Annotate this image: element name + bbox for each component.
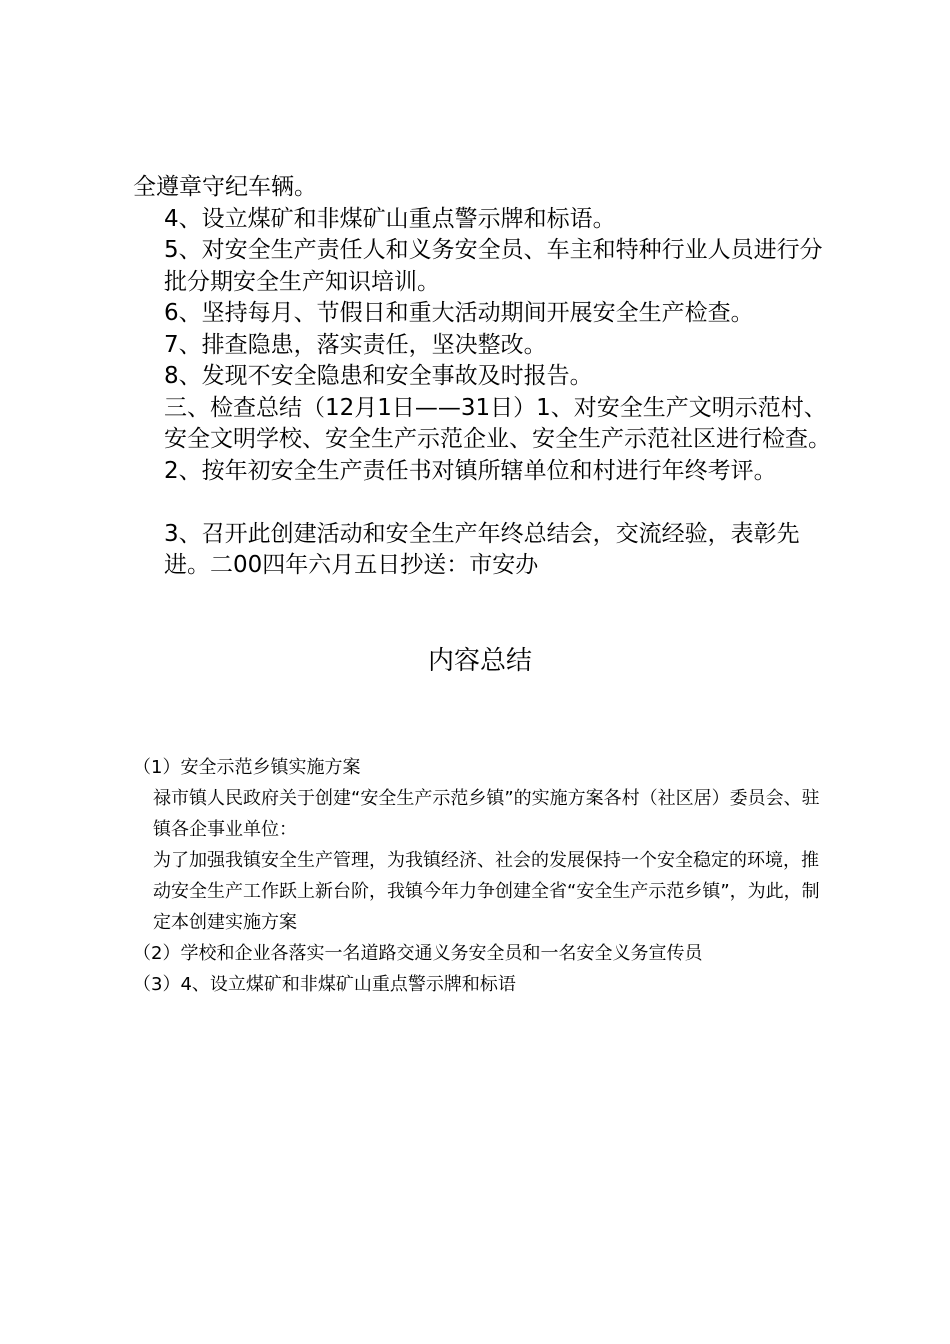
paragraph-item-5: 5、对安全生产责任人和义务安全员、车主和特种行业人员进行分批分期安全生产知识培训。 [164, 237, 823, 295]
summary-item-2: （2）学校和企业各落实一名道路交通义务安全员和一名安全义务宣传员 [133, 943, 703, 964]
summary-title: 内容总结 [427, 646, 532, 676]
summary-item-3: （3）4、设立煤矿和非煤矿山重点警示牌和标语 [133, 974, 516, 995]
paragraph-section-3-item-3: 3、召开此创建活动和安全生产年终总结会，交流经验，表彰先进。二00四年六月五日抄送：市安办 [164, 520, 800, 578]
summary-item-1: （1）安全示范乡镇实施方案 [133, 757, 361, 778]
paragraph-section-3: 三、检查总结（12月1日——31日）1、对安全生产文明示范村、安全文明学校、安全生产示范企业、安全生产示范社区进行检查。 [164, 394, 831, 452]
paragraph-section-3-item-2: 2、按年初安全生产责任书对镇所辖单位和村进行年终考评。 [164, 457, 777, 484]
summary-body [133, 752, 833, 1000]
paragraph-item-8: 8、发现不安全隐患和安全事故及时报告。 [164, 363, 593, 389]
main-body-text [133, 172, 833, 582]
paragraph-item-6: 6、坚持每月、节假日和重大活动期间开展安全生产检查。 [164, 300, 754, 326]
paragraph-item-7: 7、排查隐患，落实责任，坚决整改。 [164, 331, 547, 358]
summary-item-1-line-2: 为了加强我镇安全生产管理，为我镇经济、社会的发展保持一个安全稳定的环境，推动安全生产工作跃上新台阶，我镇今年力争创建全省“安全生产示范乡镇”，为此，制定本创建实施方案 [153, 850, 820, 933]
paragraph-continuation: 全遵章守纪车辆。 [133, 174, 317, 200]
paragraph-item-4: 4、设立煤矿和非煤矿山重点警示牌和标语。 [164, 205, 616, 232]
summary-item-1-line-1: 禄市镇人民政府关于创建“安全生产示范乡镇”的实施方案各村（社区居）委员会、驻镇各企事业单位： [153, 788, 820, 840]
paragraph-spacer [133, 487, 833, 519]
